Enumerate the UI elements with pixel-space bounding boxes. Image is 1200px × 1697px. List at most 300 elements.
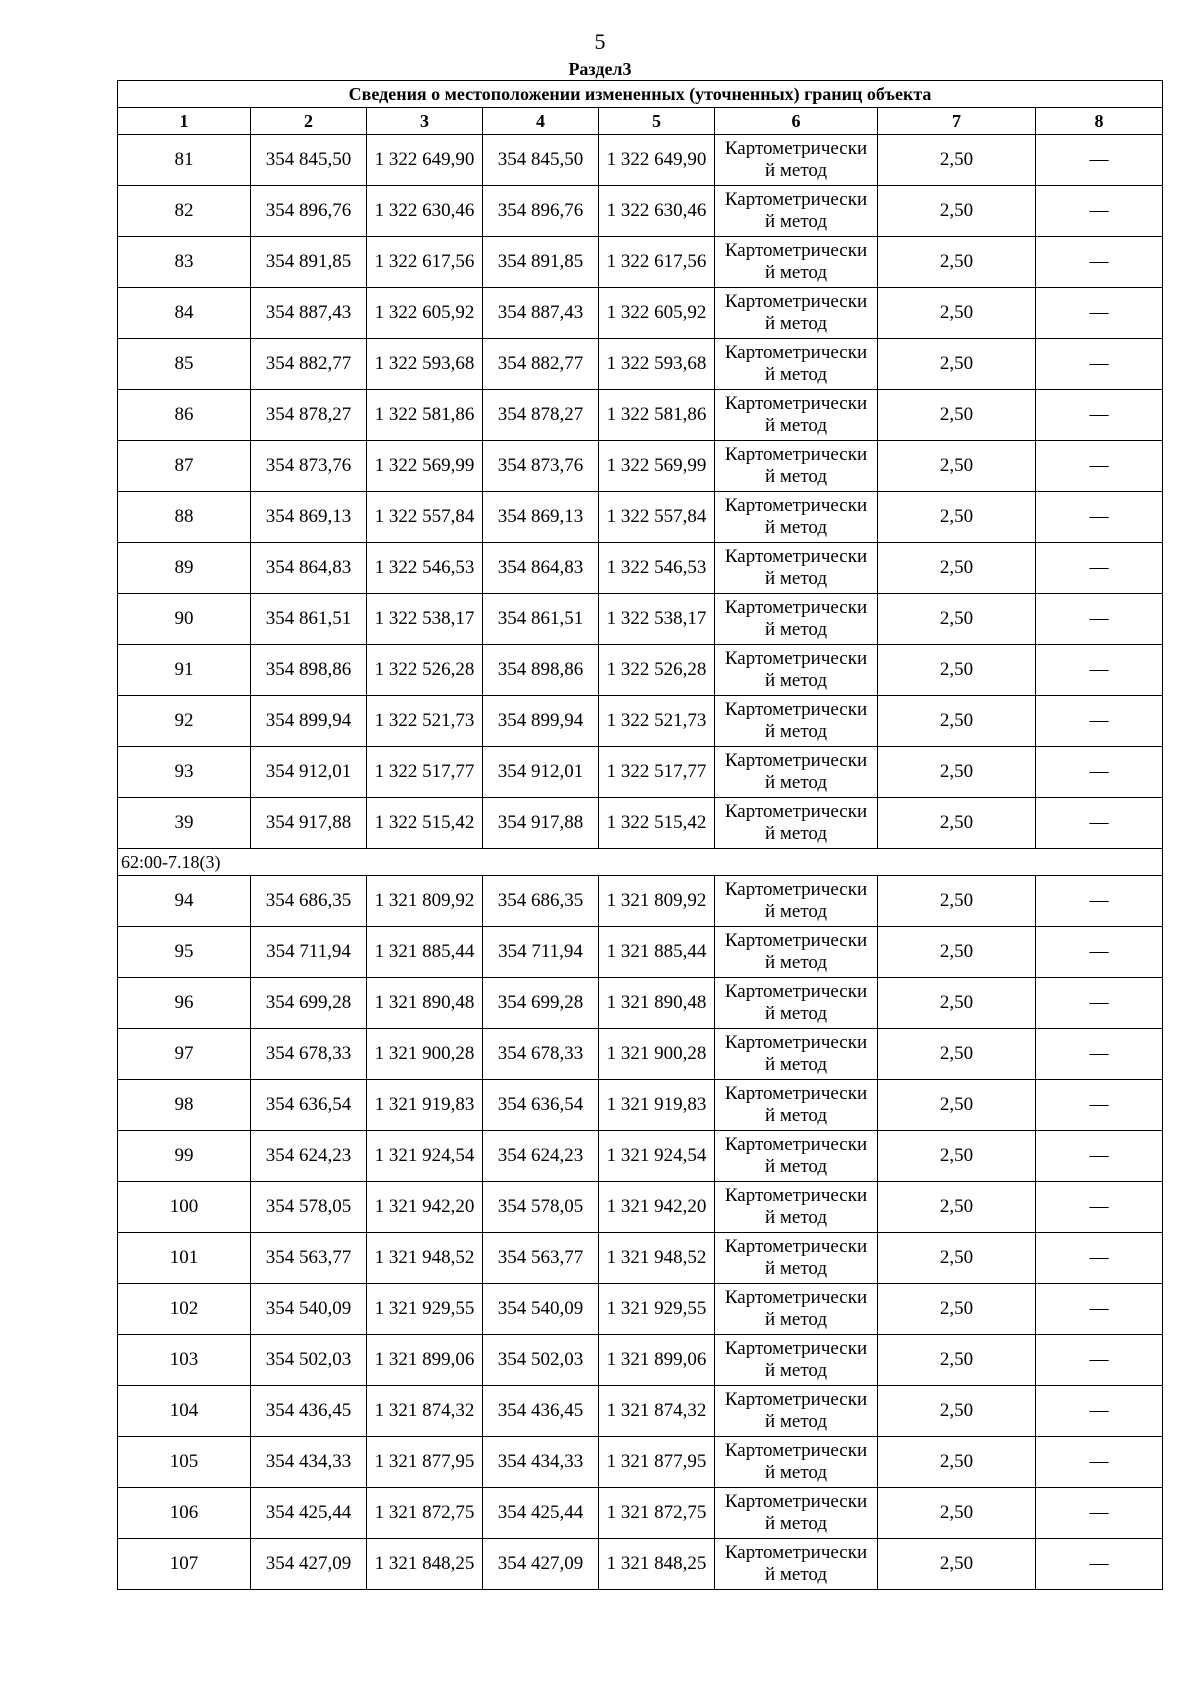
- precision-cell: 2,50: [878, 594, 1036, 645]
- description-cell: —: [1036, 1182, 1163, 1233]
- point-number-cell: 90: [118, 594, 251, 645]
- precision-cell: 2,50: [878, 978, 1036, 1029]
- method-line: Картометрически: [724, 393, 868, 414]
- description-cell: —: [1036, 1233, 1163, 1284]
- table-row: [118, 978, 1163, 1029]
- precision-cell: 2,50: [878, 1233, 1036, 1284]
- method-line: Картометрически: [724, 138, 868, 159]
- y-coordinate-cell: 1 322 517,77: [367, 747, 483, 798]
- y-coordinate-cell: 1 321 890,48: [367, 978, 483, 1029]
- y-coordinate-cell: 1 321 948,52: [367, 1233, 483, 1284]
- method-line: Картометрически: [724, 495, 868, 516]
- table-row: [118, 1182, 1163, 1233]
- x-coordinate-cell: 354 891,85: [251, 237, 367, 288]
- table-row: [118, 747, 1163, 798]
- point-number-cell: 93: [118, 747, 251, 798]
- description-cell: —: [1036, 186, 1163, 237]
- x-coordinate-cell: 354 864,83: [251, 543, 367, 594]
- method-cell: [715, 1182, 878, 1233]
- method-line: й метод: [764, 1258, 828, 1279]
- x-coordinate-cell: 354 427,09: [251, 1539, 367, 1590]
- precision-cell: 2,50: [878, 1539, 1036, 1590]
- column-header: 5: [599, 108, 715, 135]
- point-number-cell: 92: [118, 696, 251, 747]
- method-line: й метод: [764, 1411, 828, 1432]
- table-row: [118, 390, 1163, 441]
- y-coordinate-cell: 1 322 649,90: [367, 135, 483, 186]
- description-cell: —: [1036, 696, 1163, 747]
- method-line: Картометрически: [724, 801, 868, 822]
- table-row: [118, 339, 1163, 390]
- method-line: й метод: [764, 1105, 828, 1126]
- method-line: Картометрически: [724, 1032, 868, 1053]
- group-row: [118, 849, 1163, 876]
- x-coordinate-cell: 354 878,27: [251, 390, 367, 441]
- method-cell: [715, 288, 878, 339]
- y-coordinate-cell: 1 322 593,68: [367, 339, 483, 390]
- method-cell: [715, 1539, 878, 1590]
- point-number-cell: 100: [118, 1182, 251, 1233]
- x-coordinate-cell: 354 624,23: [251, 1131, 367, 1182]
- y-coordinate-refined-cell: 1 321 848,25: [599, 1539, 715, 1590]
- y-coordinate-refined-cell: 1 321 890,48: [599, 978, 715, 1029]
- method-line: й метод: [764, 721, 828, 742]
- point-number-cell: 104: [118, 1386, 251, 1437]
- description-cell: —: [1036, 543, 1163, 594]
- y-coordinate-cell: 1 322 538,17: [367, 594, 483, 645]
- description-cell: —: [1036, 747, 1163, 798]
- precision-cell: 2,50: [878, 798, 1036, 849]
- precision-cell: 2,50: [878, 390, 1036, 441]
- point-number-cell: 88: [118, 492, 251, 543]
- method-cell: [715, 1080, 878, 1131]
- method-cell: [715, 1335, 878, 1386]
- x-coordinate-cell: 354 912,01: [251, 747, 367, 798]
- method-line: й метод: [764, 466, 828, 487]
- table-row: [118, 1029, 1163, 1080]
- x-coordinate-refined-cell: 354 436,45: [483, 1386, 599, 1437]
- method-cell: [715, 186, 878, 237]
- method-line: й метод: [764, 415, 828, 436]
- x-coordinate-refined-cell: 354 699,28: [483, 978, 599, 1029]
- y-coordinate-cell: 1 322 546,53: [367, 543, 483, 594]
- y-coordinate-cell: 1 321 809,92: [367, 876, 483, 927]
- precision-cell: 2,50: [878, 645, 1036, 696]
- method-cell: [715, 645, 878, 696]
- point-number-cell: 91: [118, 645, 251, 696]
- y-coordinate-refined-cell: 1 322 617,56: [599, 237, 715, 288]
- x-coordinate-refined-cell: 354 864,83: [483, 543, 599, 594]
- method-line: й метод: [764, 1360, 828, 1381]
- point-number-cell: 87: [118, 441, 251, 492]
- description-cell: —: [1036, 1539, 1163, 1590]
- y-coordinate-refined-cell: 1 322 517,77: [599, 747, 715, 798]
- table-row: [118, 798, 1163, 849]
- method-cell: [715, 492, 878, 543]
- description-cell: —: [1036, 1437, 1163, 1488]
- column-header: 7: [878, 108, 1036, 135]
- method-cell: [715, 696, 878, 747]
- table-row: [118, 1539, 1163, 1590]
- y-coordinate-cell: 1 321 877,95: [367, 1437, 483, 1488]
- table-row: [118, 1386, 1163, 1437]
- x-coordinate-refined-cell: 354 845,50: [483, 135, 599, 186]
- method-line: Картометрически: [724, 930, 868, 951]
- point-number-cell: 84: [118, 288, 251, 339]
- x-coordinate-cell: 354 502,03: [251, 1335, 367, 1386]
- table-row: [118, 927, 1163, 978]
- x-coordinate-cell: 354 540,09: [251, 1284, 367, 1335]
- method-line: й метод: [764, 313, 828, 334]
- precision-cell: 2,50: [878, 186, 1036, 237]
- method-line: й метод: [764, 1156, 828, 1177]
- x-coordinate-refined-cell: 354 873,76: [483, 441, 599, 492]
- y-coordinate-refined-cell: 1 321 942,20: [599, 1182, 715, 1233]
- method-line: Картометрически: [724, 444, 868, 465]
- table-row: [118, 135, 1163, 186]
- description-cell: —: [1036, 1386, 1163, 1437]
- method-line: й метод: [764, 952, 828, 973]
- y-coordinate-refined-cell: 1 321 872,75: [599, 1488, 715, 1539]
- point-number-cell: 105: [118, 1437, 251, 1488]
- y-coordinate-cell: 1 321 848,25: [367, 1539, 483, 1590]
- method-cell: [715, 978, 878, 1029]
- table-row: [118, 1488, 1163, 1539]
- description-cell: —: [1036, 876, 1163, 927]
- precision-cell: 2,50: [878, 696, 1036, 747]
- y-coordinate-cell: 1 321 900,28: [367, 1029, 483, 1080]
- y-coordinate-cell: 1 322 521,73: [367, 696, 483, 747]
- precision-cell: 2,50: [878, 1488, 1036, 1539]
- method-cell: [715, 747, 878, 798]
- table-row: [118, 645, 1163, 696]
- table-row: [118, 543, 1163, 594]
- y-coordinate-refined-cell: 1 321 809,92: [599, 876, 715, 927]
- point-number-cell: 98: [118, 1080, 251, 1131]
- method-line: Картометрически: [724, 291, 868, 312]
- y-coordinate-cell: 1 322 557,84: [367, 492, 483, 543]
- x-coordinate-refined-cell: 354 898,86: [483, 645, 599, 696]
- method-line: й метод: [764, 670, 828, 691]
- point-number-cell: 103: [118, 1335, 251, 1386]
- method-cell: [715, 927, 878, 978]
- x-coordinate-refined-cell: 354 912,01: [483, 747, 599, 798]
- table-row: [118, 492, 1163, 543]
- method-line: Картометрически: [724, 342, 868, 363]
- x-coordinate-refined-cell: 354 686,35: [483, 876, 599, 927]
- method-cell: [715, 1437, 878, 1488]
- precision-cell: 2,50: [878, 135, 1036, 186]
- y-coordinate-cell: 1 321 919,83: [367, 1080, 483, 1131]
- y-coordinate-refined-cell: 1 321 900,28: [599, 1029, 715, 1080]
- y-coordinate-refined-cell: 1 322 538,17: [599, 594, 715, 645]
- point-number-cell: 107: [118, 1539, 251, 1590]
- method-line: й метод: [764, 1462, 828, 1483]
- y-coordinate-refined-cell: 1 321 877,95: [599, 1437, 715, 1488]
- y-coordinate-cell: 1 321 924,54: [367, 1131, 483, 1182]
- method-line: Картометрически: [724, 1185, 868, 1206]
- point-number-cell: 99: [118, 1131, 251, 1182]
- coordinates-table: [117, 80, 1163, 1590]
- description-cell: —: [1036, 441, 1163, 492]
- method-line: й метод: [764, 1513, 828, 1534]
- x-coordinate-cell: 354 898,86: [251, 645, 367, 696]
- table-row: [118, 1335, 1163, 1386]
- precision-cell: 2,50: [878, 927, 1036, 978]
- method-line: Картометрически: [724, 597, 868, 618]
- point-number-cell: 82: [118, 186, 251, 237]
- point-number-cell: 94: [118, 876, 251, 927]
- x-coordinate-cell: 354 699,28: [251, 978, 367, 1029]
- description-cell: —: [1036, 492, 1163, 543]
- y-coordinate-refined-cell: 1 321 919,83: [599, 1080, 715, 1131]
- method-line: й метод: [764, 1309, 828, 1330]
- method-line: й метод: [764, 1054, 828, 1075]
- precision-cell: 2,50: [878, 441, 1036, 492]
- precision-cell: 2,50: [878, 543, 1036, 594]
- method-line: й метод: [764, 1207, 828, 1228]
- method-cell: [715, 1131, 878, 1182]
- precision-cell: 2,50: [878, 1284, 1036, 1335]
- method-cell: [715, 594, 878, 645]
- y-coordinate-refined-cell: 1 322 593,68: [599, 339, 715, 390]
- x-coordinate-cell: 354 678,33: [251, 1029, 367, 1080]
- x-coordinate-cell: 354 425,44: [251, 1488, 367, 1539]
- table-row: [118, 1284, 1163, 1335]
- method-line: й метод: [764, 901, 828, 922]
- y-coordinate-refined-cell: 1 322 605,92: [599, 288, 715, 339]
- method-line: Картометрически: [724, 189, 868, 210]
- method-line: Картометрически: [724, 981, 868, 1002]
- method-cell: [715, 876, 878, 927]
- precision-cell: 2,50: [878, 237, 1036, 288]
- point-number-cell: 95: [118, 927, 251, 978]
- y-coordinate-cell: 1 321 929,55: [367, 1284, 483, 1335]
- precision-cell: 2,50: [878, 1080, 1036, 1131]
- x-coordinate-refined-cell: 354 882,77: [483, 339, 599, 390]
- description-cell: —: [1036, 1284, 1163, 1335]
- method-line: й метод: [764, 517, 828, 538]
- point-number-cell: 86: [118, 390, 251, 441]
- x-coordinate-cell: 354 899,94: [251, 696, 367, 747]
- method-line: Картометрически: [724, 1491, 868, 1512]
- x-coordinate-refined-cell: 354 878,27: [483, 390, 599, 441]
- table-row: [118, 441, 1163, 492]
- column-header: 4: [483, 108, 599, 135]
- description-cell: —: [1036, 594, 1163, 645]
- x-coordinate-cell: 354 861,51: [251, 594, 367, 645]
- method-line: й метод: [764, 1564, 828, 1585]
- method-line: Картометрически: [724, 879, 868, 900]
- method-cell: [715, 1029, 878, 1080]
- table-row: [118, 237, 1163, 288]
- y-coordinate-cell: 1 322 605,92: [367, 288, 483, 339]
- table-row: [118, 1437, 1163, 1488]
- y-coordinate-refined-cell: 1 322 581,86: [599, 390, 715, 441]
- method-line: Картометрически: [724, 240, 868, 261]
- x-coordinate-refined-cell: 354 563,77: [483, 1233, 599, 1284]
- precision-cell: 2,50: [878, 492, 1036, 543]
- x-coordinate-refined-cell: 354 887,43: [483, 288, 599, 339]
- method-line: й метод: [764, 211, 828, 232]
- method-cell: [715, 390, 878, 441]
- y-coordinate-refined-cell: 1 321 924,54: [599, 1131, 715, 1182]
- method-line: й метод: [764, 364, 828, 385]
- method-line: й метод: [764, 772, 828, 793]
- description-cell: —: [1036, 798, 1163, 849]
- x-coordinate-refined-cell: 354 861,51: [483, 594, 599, 645]
- x-coordinate-cell: 354 563,77: [251, 1233, 367, 1284]
- table-row: [118, 1131, 1163, 1182]
- x-coordinate-cell: 354 578,05: [251, 1182, 367, 1233]
- table-caption: Сведения о местоположении измененных (уточненных) границ объекта: [118, 81, 1163, 108]
- method-line: Картометрически: [724, 1287, 868, 1308]
- y-coordinate-refined-cell: 1 322 515,42: [599, 798, 715, 849]
- table-header-row: [118, 108, 1163, 135]
- precision-cell: 2,50: [878, 1437, 1036, 1488]
- precision-cell: 2,50: [878, 876, 1036, 927]
- method-line: й метод: [764, 262, 828, 283]
- y-coordinate-refined-cell: 1 322 557,84: [599, 492, 715, 543]
- point-number-cell: 85: [118, 339, 251, 390]
- x-coordinate-cell: 354 869,13: [251, 492, 367, 543]
- method-line: й метод: [764, 1003, 828, 1024]
- description-cell: —: [1036, 1131, 1163, 1182]
- x-coordinate-cell: 354 686,35: [251, 876, 367, 927]
- column-header: 6: [715, 108, 878, 135]
- description-cell: —: [1036, 978, 1163, 1029]
- y-coordinate-refined-cell: 1 321 885,44: [599, 927, 715, 978]
- method-line: Картометрически: [724, 1440, 868, 1461]
- table-row: [118, 1080, 1163, 1131]
- y-coordinate-cell: 1 322 569,99: [367, 441, 483, 492]
- y-coordinate-refined-cell: 1 322 649,90: [599, 135, 715, 186]
- y-coordinate-refined-cell: 1 321 948,52: [599, 1233, 715, 1284]
- y-coordinate-refined-cell: 1 322 546,53: [599, 543, 715, 594]
- table-body: [118, 81, 1163, 1590]
- x-coordinate-refined-cell: 354 434,33: [483, 1437, 599, 1488]
- y-coordinate-refined-cell: 1 321 874,32: [599, 1386, 715, 1437]
- column-header: 3: [367, 108, 483, 135]
- x-coordinate-refined-cell: 354 540,09: [483, 1284, 599, 1335]
- precision-cell: 2,50: [878, 1335, 1036, 1386]
- method-line: Картометрически: [724, 1236, 868, 1257]
- x-coordinate-refined-cell: 354 869,13: [483, 492, 599, 543]
- x-coordinate-refined-cell: 354 711,94: [483, 927, 599, 978]
- x-coordinate-cell: 354 917,88: [251, 798, 367, 849]
- x-coordinate-cell: 354 882,77: [251, 339, 367, 390]
- y-coordinate-cell: 1 322 581,86: [367, 390, 483, 441]
- description-cell: —: [1036, 927, 1163, 978]
- x-coordinate-refined-cell: 354 917,88: [483, 798, 599, 849]
- section-title: Раздел3: [568, 59, 632, 79]
- method-cell: [715, 543, 878, 594]
- precision-cell: 2,50: [878, 747, 1036, 798]
- table-caption-row: [118, 81, 1163, 108]
- x-coordinate-refined-cell: 354 427,09: [483, 1539, 599, 1590]
- table-row: [118, 696, 1163, 747]
- method-line: Картометрически: [724, 1338, 868, 1359]
- point-number-cell: 96: [118, 978, 251, 1029]
- point-number-cell: 101: [118, 1233, 251, 1284]
- page-number: 5: [594, 29, 606, 54]
- table-row: [118, 288, 1163, 339]
- method-line: Картометрически: [724, 1134, 868, 1155]
- method-cell: [715, 1233, 878, 1284]
- y-coordinate-cell: 1 321 874,32: [367, 1386, 483, 1437]
- x-coordinate-refined-cell: 354 899,94: [483, 696, 599, 747]
- description-cell: —: [1036, 1029, 1163, 1080]
- point-number-cell: 97: [118, 1029, 251, 1080]
- table-row: [118, 1233, 1163, 1284]
- x-coordinate-cell: 354 436,45: [251, 1386, 367, 1437]
- description-cell: —: [1036, 339, 1163, 390]
- y-coordinate-cell: 1 322 630,46: [367, 186, 483, 237]
- method-cell: [715, 237, 878, 288]
- x-coordinate-refined-cell: 354 678,33: [483, 1029, 599, 1080]
- method-cell: [715, 339, 878, 390]
- x-coordinate-refined-cell: 354 636,54: [483, 1080, 599, 1131]
- x-coordinate-cell: 354 711,94: [251, 927, 367, 978]
- precision-cell: 2,50: [878, 1131, 1036, 1182]
- point-number-cell: 81: [118, 135, 251, 186]
- y-coordinate-refined-cell: 1 322 521,73: [599, 696, 715, 747]
- x-coordinate-cell: 354 873,76: [251, 441, 367, 492]
- description-cell: —: [1036, 1080, 1163, 1131]
- point-number-cell: 83: [118, 237, 251, 288]
- column-header: 1: [118, 108, 251, 135]
- y-coordinate-cell: 1 321 885,44: [367, 927, 483, 978]
- description-cell: —: [1036, 1488, 1163, 1539]
- x-coordinate-refined-cell: 354 425,44: [483, 1488, 599, 1539]
- method-line: Картометрически: [724, 699, 868, 720]
- table-row: [118, 186, 1163, 237]
- description-cell: —: [1036, 237, 1163, 288]
- point-number-cell: 102: [118, 1284, 251, 1335]
- column-header: 8: [1036, 108, 1163, 135]
- x-coordinate-refined-cell: 354 502,03: [483, 1335, 599, 1386]
- method-line: Картометрически: [724, 1083, 868, 1104]
- y-coordinate-refined-cell: 1 322 526,28: [599, 645, 715, 696]
- group-label: 62:00-7.18(3): [118, 849, 1163, 876]
- x-coordinate-refined-cell: 354 896,76: [483, 186, 599, 237]
- description-cell: —: [1036, 135, 1163, 186]
- method-line: й метод: [764, 160, 828, 181]
- method-cell: [715, 1488, 878, 1539]
- precision-cell: 2,50: [878, 288, 1036, 339]
- x-coordinate-cell: 354 896,76: [251, 186, 367, 237]
- description-cell: —: [1036, 390, 1163, 441]
- precision-cell: 2,50: [878, 1029, 1036, 1080]
- table-row: [118, 594, 1163, 645]
- y-coordinate-refined-cell: 1 321 929,55: [599, 1284, 715, 1335]
- x-coordinate-cell: 354 636,54: [251, 1080, 367, 1131]
- method-line: Картометрически: [724, 1542, 868, 1563]
- y-coordinate-cell: 1 322 526,28: [367, 645, 483, 696]
- x-coordinate-refined-cell: 354 624,23: [483, 1131, 599, 1182]
- y-coordinate-cell: 1 321 872,75: [367, 1488, 483, 1539]
- description-cell: —: [1036, 645, 1163, 696]
- y-coordinate-cell: 1 322 617,56: [367, 237, 483, 288]
- method-line: Картометрически: [724, 1389, 868, 1410]
- y-coordinate-refined-cell: 1 322 630,46: [599, 186, 715, 237]
- point-number-cell: 106: [118, 1488, 251, 1539]
- x-coordinate-cell: 354 434,33: [251, 1437, 367, 1488]
- precision-cell: 2,50: [878, 1386, 1036, 1437]
- method-cell: [715, 441, 878, 492]
- x-coordinate-cell: 354 845,50: [251, 135, 367, 186]
- point-number-cell: 39: [118, 798, 251, 849]
